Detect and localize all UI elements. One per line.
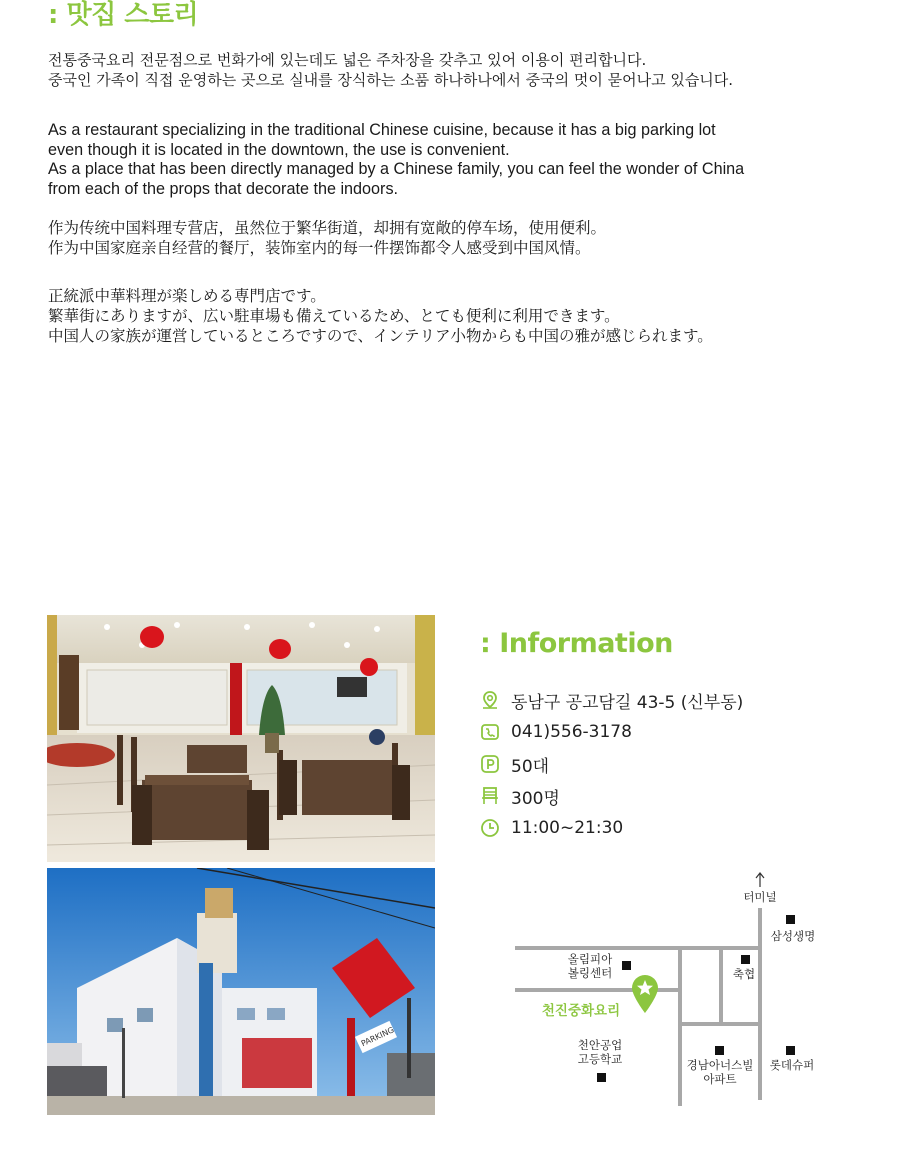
story-korean-text: 전통중국요리 전문점으로 번화가에 있는데도 넓은 주차장을 갖추고 있어 이용이 편리합니다. 중국인 가족이 직접 운영하는 곳으로 실내를 장식하는 소품 하나하나에서 중국의 멋이 묻어나고 있습니다.	[48, 51, 734, 89]
location-pin-icon	[480, 690, 500, 710]
map-marker-school	[597, 1073, 606, 1082]
restaurant-exterior-photo	[47, 868, 435, 1115]
address-item	[480, 684, 743, 716]
map-label-terminal: 터미널	[743, 890, 777, 904]
location-map	[510, 868, 840, 1108]
parking-text: 50대	[511, 756, 550, 777]
map-road	[678, 1022, 760, 1026]
phone-item	[480, 716, 743, 748]
phone-icon	[480, 722, 500, 742]
story-japanese-text: 正統派中華料理が楽しめる専門店です。 繁華街にありますが、広い駐車場も備えているため、とても便利に利用できます。 中国人の家族が運営しているところですので、インテリア小物からも中国の雅が感じられます。	[48, 287, 713, 345]
north-arrow-icon	[754, 872, 766, 888]
address-text: 동남구 공고담길 43-5 (신부동)	[511, 692, 744, 713]
parking-sign-text: PARKING	[359, 1025, 396, 1049]
map-label-olympia: 올림피아 볼링센터	[567, 952, 613, 980]
hours-text: 11:00~21:30	[511, 818, 624, 838]
phone-text: 041)556-3178	[511, 722, 632, 742]
parking-icon	[480, 754, 500, 774]
story-title: : 맛집 스토리	[48, 0, 199, 30]
map-label-samsung: 삼성생명	[770, 929, 816, 943]
seats-text: 300명	[511, 788, 560, 809]
map-marker-samsung	[786, 915, 795, 924]
story-chinese-text: 作为传统中国料理专营店，虽然位于繁华街道，却拥有宽敞的停车场，使用便利。 作为中国家庭亲自经营的餐厅，装饰室内的每一件摆饰都令人感受到中国风情。	[48, 219, 607, 257]
seat-icon	[480, 786, 500, 806]
map-marker-olympia	[622, 961, 631, 970]
story-english-text: As a restaurant specializing in the traditional Chinese cuisine, because it has a big parking lot even though it is located in the downtown, the use is convenient. As a place that has been directly managed by a Chinese family, you can feel the wonder of China from each of the props that decorate the indoors.	[48, 121, 745, 198]
map-label-chukhyeop: 축협	[732, 967, 756, 981]
information-title: : Information	[480, 628, 673, 659]
map-label-lotte: 롯데슈퍼	[769, 1058, 815, 1072]
map-label-restaurant: 천진중화요리	[541, 1003, 621, 1019]
clock-icon	[480, 818, 500, 838]
map-marker-lotte	[786, 1046, 795, 1055]
information-list	[480, 684, 743, 844]
parking-item	[480, 748, 743, 780]
map-label-school: 천안공업 고등학교	[577, 1038, 623, 1066]
map-marker-apartment	[715, 1046, 724, 1055]
map-road	[515, 946, 760, 950]
map-road	[719, 946, 723, 1024]
seats-item	[480, 780, 743, 812]
hours-item	[480, 812, 743, 844]
map-marker-chukhyeop	[741, 955, 750, 964]
restaurant-interior-photo	[47, 615, 435, 862]
map-label-apartment: 경남아너스빌 아파트	[686, 1058, 754, 1086]
